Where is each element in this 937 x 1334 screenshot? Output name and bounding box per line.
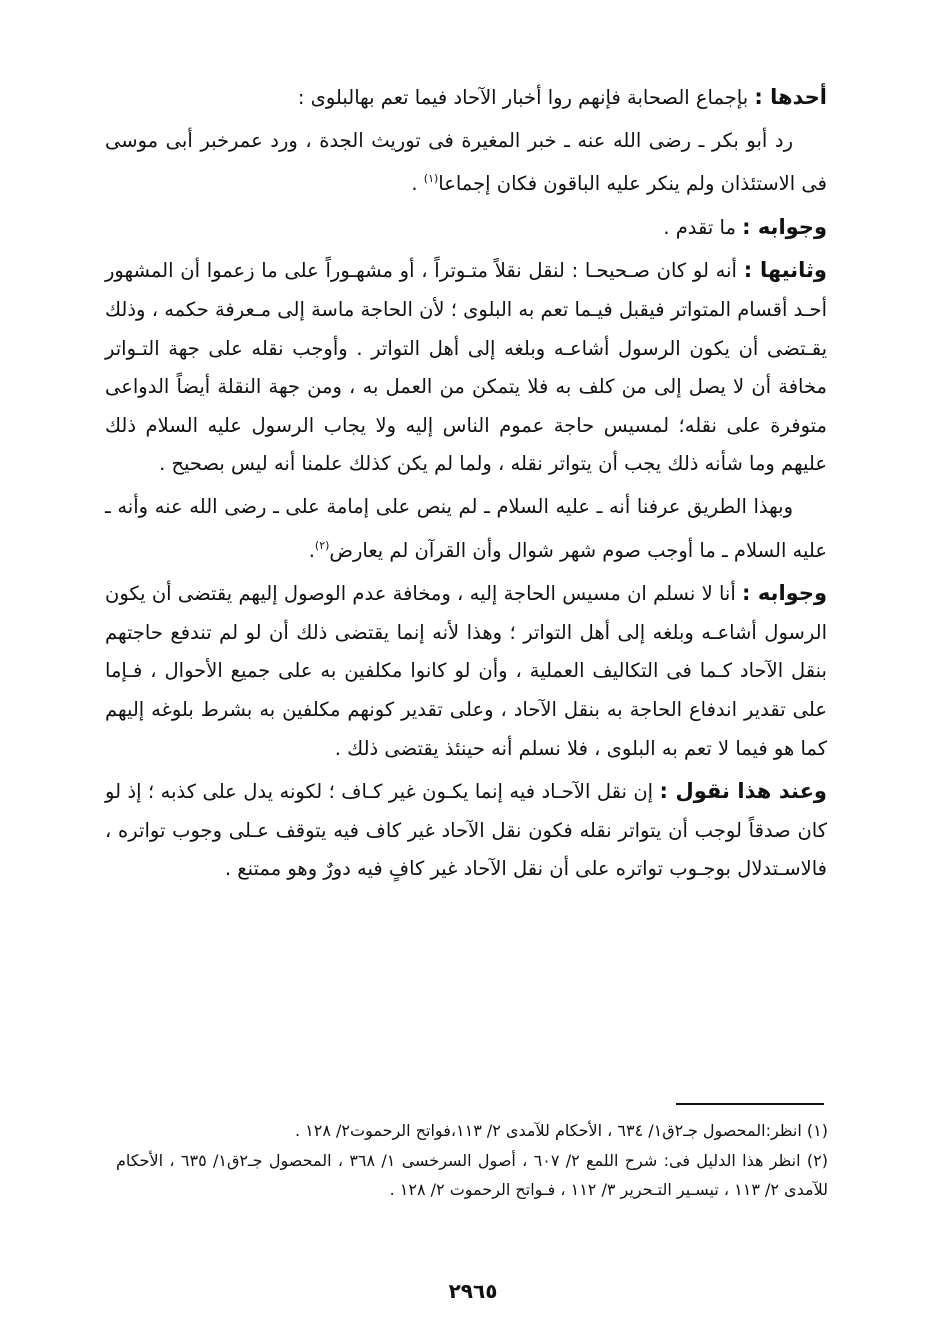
paragraph-consequence <box>105 488 827 570</box>
heading-wa-inda-hadha: وعند هذا نقول : <box>659 779 827 804</box>
paragraph-text: ما تقدم . <box>663 215 743 239</box>
footnotes <box>116 1116 828 1205</box>
paragraph-examples <box>105 122 827 204</box>
paragraph-first-answer <box>105 208 827 248</box>
paragraph-text: رد أبو بكر ـ رضى الله عنه ـ خبر المغيرة فى توريث الجدة ، ورد عمرخبر أبى موسى فى الاستئذان ولم ينكر عليه الباقون فكان إجماعا <box>105 128 827 196</box>
footnote-ref-1[interactable]: (١) <box>423 172 439 186</box>
paragraph-second-argument <box>105 251 827 484</box>
paragraph-text: وبهذا الطريق عرفنا أنه ـ عليه السلام ـ لم ينص على إمامة على ـ رضى الله عنه وأنه ـ عليه السلام ـ ما أوجب صوم شهر شوال وأن القرآن لم يعارض <box>105 494 827 562</box>
footnote-2: (٢) انظر هذا الدليل فى: شرح اللمع ٢/ ٦٠٧ ، أصول السرخسى ١/ ٣٦٨ ، المحصول جـ٢ق١/ ٦٣٥ ، الأحكام للآمدى ٢/ ١١٣ ، تيسـير التـحرير ٣/ ١١٢ ، فـواتح الرحموت ٢/ ١٢٨ . <box>116 1150 828 1199</box>
footnote-1: (١) انظر:المحصول جـ٢ق١/ ٦٣٤ ، الأحكام للآمدى ٢/ ١١٣،فواتح الرحموت٢/ ١٢٨ . <box>294 1121 828 1140</box>
heading-thaniha: وثانيها : <box>743 258 827 283</box>
paragraph-conclusion <box>105 772 827 889</box>
footnote-ref-2[interactable]: (٢) <box>314 538 330 552</box>
paragraph-text: بإجماع الصحابة فإنهم روا أخبار الآحاد فيما تعم بهالبلوى : <box>297 86 755 109</box>
heading-jawabuhu-2: وجوابه : <box>742 581 827 606</box>
page-number: ٢٩٦٥ <box>448 1279 498 1303</box>
paragraph-first-argument <box>105 78 827 118</box>
heading-ahaduha: أحدها : <box>754 85 827 109</box>
footnote-divider <box>676 1103 824 1105</box>
paragraph-text: أنا لا نسلم ان مسيس الحاجة إليه ، ومخافة عدم الوصول إليهم يقتضى أن يكون الرسول أشاعـه وبلغه إلى أهل التواتر ؛ وهذا لأنه إنما يقتضى ذلك أن لو لم تندفع حاجتهم بنقل الآحاد كـما فى التكاليف العملية ، وأن لو كانوا مكلفين به على جميع الأحوال ، فـإما على تقدير اندفاع الحاجة به بنقل الآحاد ، وعلى تقدير كونهم مكلفين به بشرط بلوغه إليهم كما هو فيما لا تعم به البلوى ، فلا نسلم أنه حينئذ يقتضى ذلك . <box>105 582 827 760</box>
paragraph-text: إن نقل الآحـاد فيه إنما يكـون غير كـاف ؛ لكونه يدل على كذبه ؛ إذ لو كان صدقاً لوجب أن يتواتر نقله فكون نقل الآحاد غير كاف فيه يتوقف عـلى وجوب تواتره ، فالاسـتدلال بوجـوب تواتره على أن نقل الآحاد غير كافٍ فيه دورٌ وهو ممتنع . <box>105 780 827 881</box>
paragraph-second-answer <box>105 574 827 768</box>
heading-jawabuhu: وجوابه : <box>742 214 827 239</box>
main-text <box>105 78 827 889</box>
paragraph-text: أنه لو كان صـحيحـا : لنقل نقلاً متـوتراً ، أو مشهـوراً على ما زعموا أن المشهور أحـد أقسام المتواتر فيقبل فيـما تعم به البلوى ؛ لأن الحاجة ماسة إلى مـعرفة حكمه ، وذلك يقـتضى أن يكون الرسول أشاعـه وبلغه إلى أهل التواتر . وأوجب نقله على جهة التـواتر مخافة أن لا يصل إلى من كلف به فلا يتمكن من العمل به ، ومن جهة النقلة أيضاً الدواعى متوفرة على نقله؛ لمسيس حاجة عموم الناس إليه ولا يجاب الرسول عليه السلام ذلك عليهم وما شأنه ذلك يجب أن يتواتر نقله ، ولما لم يكن كذلك علمنا أنه ليس بصحيح . <box>105 259 827 476</box>
paragraph-text-end: . <box>411 172 424 196</box>
paragraph-text-end: . <box>308 538 315 562</box>
